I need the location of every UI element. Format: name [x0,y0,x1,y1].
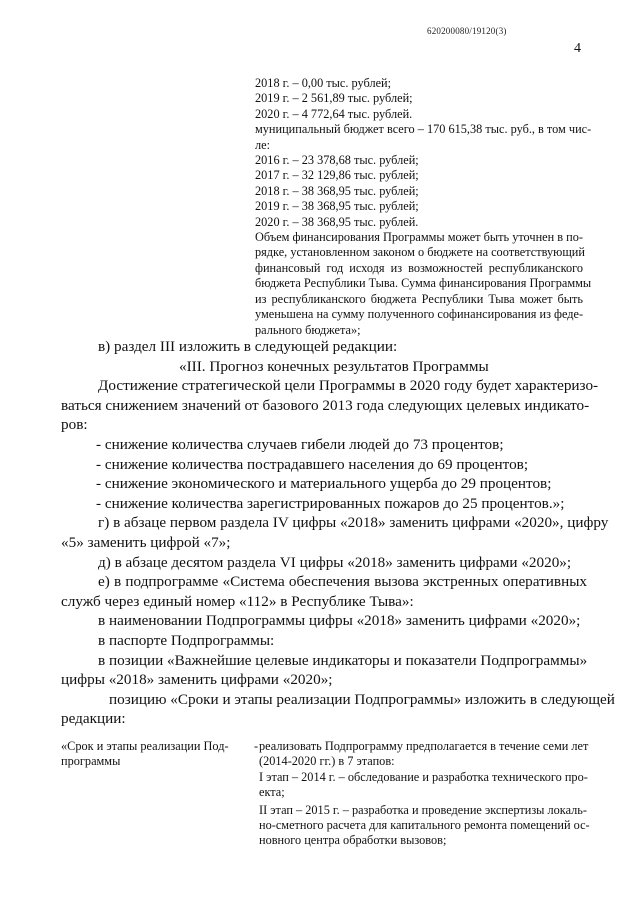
sub-paragraph-line: редакции: [61,710,126,728]
financing-line: 2018 г. – 38 368,95 тыс. рублей; [255,183,419,198]
financing-line: 2019 г. – 38 368,95 тыс. рублей; [255,199,419,214]
financing-note-line: финансовый год исходя из возможностей республиканского [255,260,583,275]
table-stage-line: екта; [259,785,285,800]
financing-line: 2019 г. – 2 561,89 тыс. рублей; [255,91,413,106]
table-value-line: реализовать Подпрограмму предполагается в течение семи лет [259,739,589,753]
table-label-cell [61,739,251,770]
financing-block [255,76,592,338]
table-label-line: «Срок и этапы реализации Под- [61,739,229,753]
table-value-line: (2014-2020 гг.) в 7 этапов: [259,754,395,769]
financing-line: муниципальный бюджет всего – 170 615,38 тыс. руб., в том чис- [255,122,592,137]
item-e-line: служб через единый номер «112» в Республике Тыва»: [61,592,414,610]
sub-paragraph: в паспорте Подпрограммы: [98,631,275,649]
bullet-item: - снижение количества зарегистрированных пожаров до 25 процентов.»; [96,494,565,512]
intro-line: ров: [61,416,88,434]
table-label-line: программы [61,754,121,769]
financing-note-line: бюджета Республики Тыва. Сумма финансирования Программы [255,276,592,291]
bullet-item: - снижение количества случаев гибели людей до 73 процентов; [96,435,504,453]
financing-note-line: рального бюджета»; [255,322,361,337]
sub-paragraph: в наименовании Подпрограммы цифры «2018» заменить цифрами «2020»; [98,612,581,630]
section-b-paragraph: в) раздел III изложить в следующей редакции: [98,338,398,355]
table-stage-line: II этап – 2015 г. – разработка и проведение экспертизы локаль- [259,802,587,817]
table-stage-line: I этап – 2014 г. – обследование и разработка технического про- [259,769,588,784]
document-body [61,337,615,729]
item-d-paragraph: д) в абзаце десятом раздела VI цифры «2018» заменить цифрами «2020»; [98,553,572,571]
sub-paragraph-line: в позиции «Важнейшие целевые индикаторы и показатели Подпрограммы» [98,651,588,669]
financing-line: 2017 г. – 32 129,86 тыс. рублей; [255,168,419,183]
financing-line: 2016 г. – 23 378,68 тыс. рублей; [255,153,419,168]
table-value-cell [259,739,590,849]
financing-line: ле: [255,137,271,152]
table-stage-line: но-сметного расчета для капитального ремонта помещений ос- [259,818,590,833]
item-e-line: е) в подпрограмме «Система обеспечения вызова экстренных оперативных [98,573,587,591]
financing-line: 2020 г. – 4 772,64 тыс. рублей. [255,106,413,121]
sub-paragraph-line: цифры «2018» заменить цифрами «2020»; [61,671,333,689]
financing-note-line: из республиканского бюджета Республики Тыва может быть [255,291,583,306]
intro-line: Достижение стратегической цели Программы в 2020 году будет характеризо- [98,377,599,395]
table-stage-line: новного центра обработки вызовов; [259,833,447,848]
table-dash: - [254,739,259,753]
bullet-item: - снижение количества пострадавшего населения до 69 процентов; [96,455,529,473]
document-id: 620200080/19120(3) [427,26,507,36]
financing-note-line: Объем финансирования Программы может быть уточнен в по- [255,230,583,245]
financing-line: 2020 г. – 38 368,95 тыс. рублей. [255,214,419,229]
financing-note-line: рядке, установленном законом о бюджете на соответствующий [255,245,585,260]
bullet-item: - снижение экономического и материального ущерба до 29 процентов; [96,475,552,493]
page-number: 4 [574,41,581,56]
item-g-line: «5» заменить цифрой «7»; [61,533,231,551]
financing-line: 2018 г. – 0,00 тыс. рублей; [255,76,392,90]
financing-note-line: уменьшена на сумму полученного софинансирования из феде- [255,307,584,322]
sub-paragraph-line: позицию «Сроки и этапы реализации Подпрограммы» изложить в следующей [109,690,615,708]
item-g-line: г) в абзаце первом раздела IV цифры «2018» заменить цифрами «2020», цифру [98,514,609,532]
section-title: «III. Прогноз конечных результатов Программы [179,357,489,375]
intro-line: ваться снижением значений от базового 2013 года следующих целевых индикато- [61,396,590,414]
